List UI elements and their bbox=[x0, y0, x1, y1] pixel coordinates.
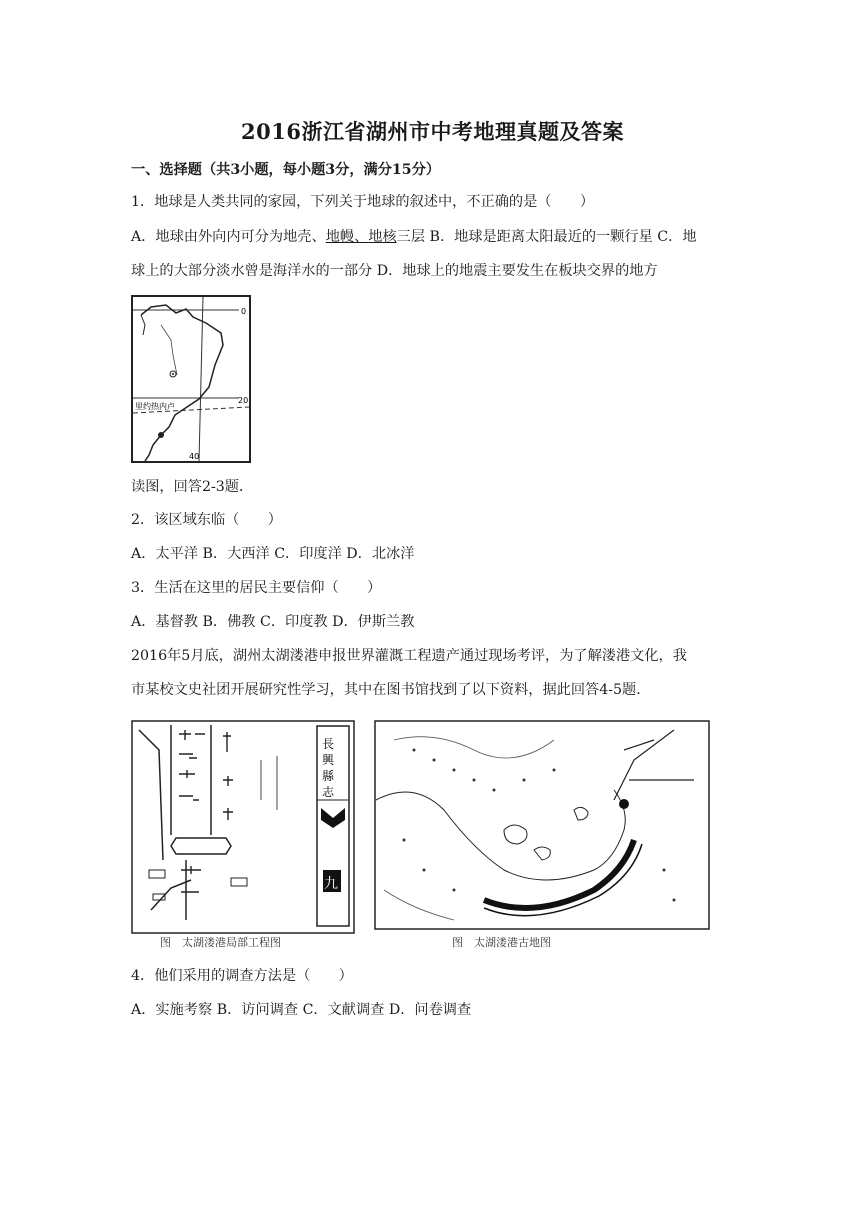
question-4-options: A．实施考察 B．访问调查 C．文献调查 D．问卷调查 bbox=[131, 1002, 472, 1018]
page-title: 2016浙江省湖州市中考地理真题及答案 bbox=[241, 119, 624, 144]
question-2-stem: 2．该区域东临（ ） bbox=[131, 512, 282, 528]
book-title-4: 志 bbox=[322, 785, 335, 799]
section-heading: 一、选择题（共3小题，每小题3分，满分15分） bbox=[131, 162, 441, 178]
left-figure-caption: 图 太湖溇港局部工程图 bbox=[160, 936, 281, 949]
label-40: 40 bbox=[189, 452, 200, 461]
read-prompt: 读图，回答2-3题． bbox=[131, 479, 254, 495]
question-1-options-line1 bbox=[131, 227, 697, 247]
question-3-stem: 3．生活在这里的居民主要信仰（ ） bbox=[131, 580, 382, 596]
book-title-2: 興 bbox=[322, 753, 335, 767]
label-0: 0 bbox=[241, 307, 247, 316]
south-america-map bbox=[131, 295, 251, 463]
question-1-options-line2: 球上的大部分淡水曾是海洋水的一部分 D．地球上的地震主要发生在板块交界的地方 bbox=[131, 263, 658, 279]
passage-line-1: 2016年5月底，湖州太湖溇港申报世界灌溉工程遗产通过现场考评，为了解溇港文化，我 bbox=[131, 648, 687, 664]
taihu-old-map-figure bbox=[374, 720, 710, 930]
question-3-options: A．基督教 B．佛教 C．印度教 D．伊斯兰教 bbox=[131, 614, 415, 630]
right-figure-caption: 图 太湖溇港古地图 bbox=[452, 936, 551, 949]
label-20: 20 bbox=[238, 396, 249, 405]
question-4-stem: 4．他们采用的调查方法是（ ） bbox=[131, 968, 353, 984]
q1-opt-part-b: 三层 B．地球是距离太阳最近的一颗行星 C．地 bbox=[396, 229, 697, 245]
passage-line-2: 市某校文史社团开展研究性学习，其中在图书馆找到了以下资料，据此回答4-5题． bbox=[131, 682, 651, 698]
book-title-3: 縣 bbox=[322, 769, 335, 783]
book-side-text: 九 bbox=[324, 876, 338, 892]
q1-opt-part-a: A．地球由外向内可分为地壳、 bbox=[131, 229, 326, 245]
q1-opt-underlined: 地幔、地核 bbox=[325, 229, 397, 245]
tropic-label: 里约热内卢 bbox=[135, 402, 175, 411]
question-1-stem: 1．地球是人类共同的家园，下列关于地球的叙述中，不正确的是（ ） bbox=[131, 194, 595, 210]
engineering-diagram-figure bbox=[131, 720, 355, 934]
book-title-1: 長 bbox=[322, 737, 335, 751]
question-2-options: A．太平洋 B．大西洋 C．印度洋 D．北冰洋 bbox=[131, 546, 415, 562]
